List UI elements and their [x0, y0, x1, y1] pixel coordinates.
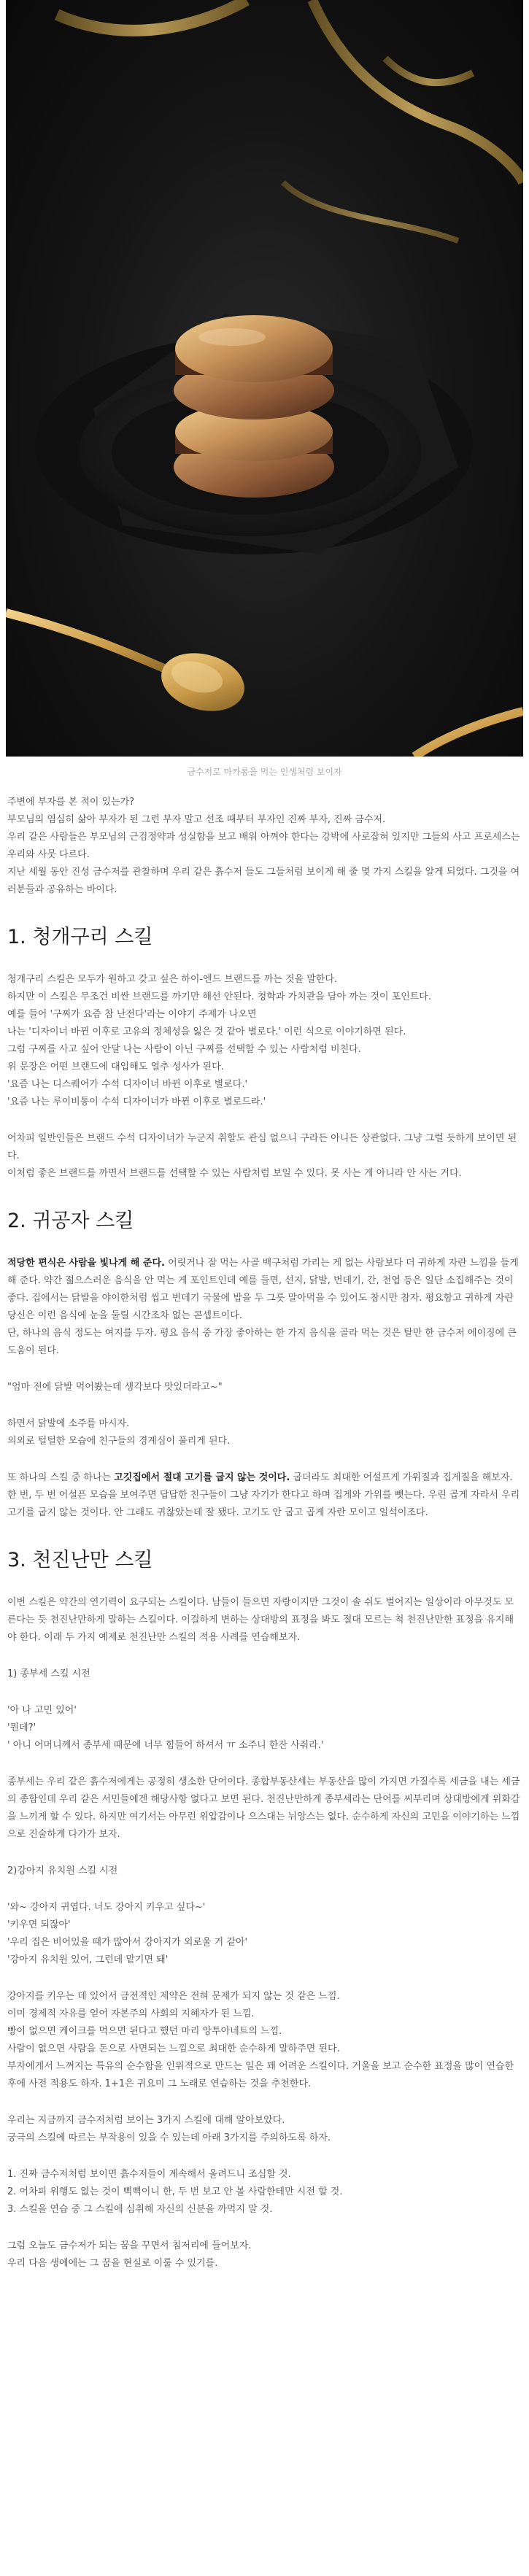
intro-paragraph: [6, 794, 523, 899]
text-line: 궁극의 스킬에 따르는 부작용이 있을 수 있는데 아래 3가지를 주의하도록 하자.: [7, 2132, 331, 2143]
list-item: 2. 어차피 위행도 없는 것이 뻑뻑이니 한, 두 번 보고 안 볼 사람한테만 시전 할 것.: [7, 2186, 343, 2197]
section3-paragraph: [6, 1594, 523, 1647]
macaron-illustration: [6, 0, 523, 757]
warning-list: [6, 2166, 523, 2219]
text-line: '요즘 나는 디스퀘어가 수석 디자이너 바뀐 이후로 별로다.': [7, 1079, 248, 1090]
example-dialogue: [6, 1899, 523, 1969]
section3-paragraph: [6, 1988, 523, 2093]
text-span: 굽더라도 최대한 어설프게 가위질과 집게질을 해보자. 한 번, 두 번 어설픈 모습을 보여주면 답답한 친구들이 그냥 자기가 한다고 하며 집게와 가위를 뺏는다. 우린 곱게 자라서 우리 고기를 굽지 않는 것이다. 안 그래도 귀찮았는데 잘 됐다. 고기도 안 굽고 곱게 자란 모이고 일석이조다.: [7, 1472, 520, 1518]
text-line: 나는 '디자이너 바뀐 이후로 고유의 정체성을 잃은 것 같아 별로다.' 이런 식으로 이야기하면 된다.: [7, 1026, 406, 1037]
section1-paragraph: [6, 971, 523, 1111]
text-line: 예를 들어 '구찌가 요즘 참 난전다'라는 이야기 주제가 나오면: [7, 1009, 257, 1020]
intro-line: 부모님의 염심히 삶아 부자가 된 그런 부자 말고 선조 때부터 부자인 진짜 부자, 진짜 금수저.: [7, 814, 386, 825]
text-span: 또 하나의 스킬 중 하나는: [7, 1472, 115, 1483]
dialogue-line: '뭔데?': [7, 1722, 36, 1733]
text-line: 하면서 닭발에 소주를 마시자.: [7, 1418, 130, 1429]
text-line: 강아지를 키우는 데 있어서 금전적인 제약은 전혀 문제가 되지 않는 것 같은 느낌.: [7, 1991, 340, 2002]
text-line: 청개구리 스킬은 모두가 원하고 갖고 싶은 하이-엔드 브랜드를 까는 것을 말한다.: [7, 974, 338, 985]
text-line: 빵이 없으면 케이크를 먹으면 된다고 했던 마리 앙투아네트의 느낌.: [7, 2026, 282, 2037]
text-line: 1) 종부세 스킬 시전: [7, 1668, 90, 1679]
section-title-1: 1. 청개구리 스킬: [7, 926, 153, 948]
text-line: 우리는 지금까지 금수저처럼 보이는 3가지 스킬에 대해 알아보았다.: [7, 2115, 285, 2126]
text-line: 종부세는 우리 같은 흙수저에게는 공정히 생소한 단어이다. 종합부동산세는 부동산을 많이 가지면 가질수록 세금을 내는 세금의 종합인데 우리 같은 서민들에겐 해당사항 없다고 보면 된다. 천진난만하게 종부세라는 단어를 씨부리며 상대방에게 위화감을 느끼게 할 수 있다. 하지만 여기서는 아무런 위압감이나 으스대는 뉘앙스는 없다. 순수하게 자신의 고민을 이야기하는 느낌으로 진술하게 다가가 보자.: [7, 1776, 520, 1840]
text-line: 이번 스킬은 약간의 연기력이 요구되는 스킬이다. 남들이 들으면 자랑이지만 그것이 솔 쉬도 벌어지는 일상이라 아무것도 모른다는 듯 천진난만하게 말하는 스킬이다. 이걸하게 변하는 상대방의 표정을 봐도 절대 모르는 척 천진난만한 표정을 유지해야 한다. 이래 두 가지 예제로 천진난만 스킬의 적용 사례를 연습해보자.: [7, 1597, 514, 1643]
intro-line: 주변에 부자를 본 적이 있는가?: [7, 797, 135, 808]
section1-paragraph: [6, 1130, 523, 1183]
list-item: 3. 스킬을 연습 중 그 스킬에 심취해 자신의 신분을 까먹지 말 것.: [7, 2204, 273, 2215]
list-item: 1. 진짜 금수저처럼 보이면 흙수저들이 계속해서 올려드니 조심할 것.: [7, 2169, 291, 2180]
dialogue-line: '강아지 유치원 있어, 그런데 맡기면 돼': [7, 1954, 169, 1965]
photo-caption: 금수저로 마카롱을 먹는 인생처럼 보이자: [187, 767, 342, 777]
text-span: 어릿거나 잘 먹는 사골 백구처럼 가리는 게 없는 사람보다 더 귀하게 자란 느낌을 들게 해 준다. 약간 젊으스러운 음식을 안 먹는 게 포인트인데 예를 들면, 선지, 닭발, 번데기, 간, 천엽 등은 일단 소집해주는 것이 좋다. 집에서는 닭발을 야이한처럼 씹고 번데기 국물에 밥을 두 그릇 말아먹을 수 있어도 참시만 참자. 평요함고 귀하게 자란 당신은 이런 음식에 눈을 둘릴 시간조차 없는 콘셉트이다.: [7, 1258, 519, 1321]
dialogue-line: '아 나 고민 있어': [7, 1705, 77, 1716]
section2-paragraph: [6, 1469, 523, 1522]
dialogue-line: '우리 집은 비어있을 때가 많아서 강아지가 외로울 거 같아': [7, 1937, 248, 1948]
text-line: 이미 경제적 자유를 얻어 자본주의 사회의 지혜자가 된 느낌.: [7, 2008, 255, 2019]
bold-phrase: 고깃집에서 절대 고기를 굽지 않는 것이다.: [114, 1472, 290, 1483]
section-title-3: 3. 천진난만 스킬: [7, 1549, 153, 1571]
quote-text: "엄마 전에 닭발 먹어봤는데 생각보다 맛있더라고~": [7, 1382, 223, 1393]
intro-line: 우리 같은 사람들은 부모님의 근검정약과 성실함을 보고 배워 아껴야 한다는 강박에 사로잡혀 있지만 그들의 사고 프로세스는 우리와 사뭇 다르다.: [7, 832, 520, 860]
intro-line: 지난 세월 동안 진성 금수저를 관찰하며 우리 같은 흙수저 들도 그들처럼 보이게 해 줄 몇 가지 스킬을 알게 되었다. 그것을 여러분들과 공유하는 바이다.: [7, 867, 520, 895]
dialogue-line: '키우면 되잖아': [7, 1919, 71, 1930]
text-line: 단, 하나의 음식 정도는 여지를 두자. 평요 음식 중 가장 좋아하는 한 가지 음식을 골라 먹는 것은 탈만 한 금수저 에이징에 큰 도움이 된다.: [7, 1328, 517, 1356]
text-line: 그럼 오늘도 금수저가 되는 꿈을 꾸면서 침저리에 들어보자.: [7, 2240, 252, 2251]
text-line: 하지만 이 스킬은 무조건 비싼 브랜드를 까기만 해선 안된다. 청학과 가치관을 담아 까는 것이 포인트다.: [7, 991, 431, 1002]
text-line: 위 문장은 어떤 브랜드에 대입해도 얼추 성사가 된다.: [7, 1061, 224, 1072]
quote-line: [6, 1379, 523, 1396]
example-dialogue: [6, 1702, 523, 1755]
section2-paragraph: [6, 1255, 523, 1360]
text-line: 의외로 털털한 모습에 친구들의 경계심이 풀리게 된다.: [7, 1436, 231, 1447]
dialogue-line: '와~ 강아지 귀엽다. 너도 강아지 키우고 싶다~': [7, 1902, 206, 1913]
example-title: [6, 1863, 523, 1880]
section2-paragraph: [6, 1415, 523, 1450]
hero-photo-macarons: [6, 0, 523, 757]
bold-phrase: 적당한 편식은 사람을 빛나게 해 준다.: [7, 1258, 165, 1269]
text-line: 이처럼 좋은 브랜드를 까면서 브랜드를 선택할 수 있는 사람처럼 보일 수 있다. 못 사는 게 아니라 안 사는 거다.: [7, 1168, 462, 1179]
text-line: 그럼 구찌를 사고 싶어 안달 나는 사람이 아닌 구찌를 선택할 수 있는 사람처럼 비친다.: [7, 1044, 361, 1055]
dialogue-line: ' 아니 어머니께서 종부세 때문에 너무 힘들어 하셔서 ㅠ 소주니 한잔 사줘라.': [7, 1740, 324, 1751]
text-line: 우리 다음 생에에는 그 꿈을 현실로 이룰 수 있기를.: [7, 2258, 218, 2269]
section3-paragraph: [6, 1774, 523, 1844]
example-title: [6, 1666, 523, 1683]
text-line: 어차피 일반인들은 브랜드 수석 디자이너가 누군지 취할도 관심 없으니 구라든 아니든 상관없다. 그냥 그럴 듯하게 보이면 된다.: [7, 1133, 517, 1161]
text-line: 부자에게서 느껴지는 특유의 순수함을 인위적으로 만드는 일은 꽤 어려운 스킬이다. 거울을 보고 순수한 표정을 많이 연습한 후에 사전 적용도 하자. 1+1은 귀요미 그 노래로 연습하는 것을 추천한다.: [7, 2061, 514, 2089]
text-line: 2)강아지 유치원 스킬 시전: [7, 1865, 118, 1876]
closing-paragraph: [6, 2237, 523, 2273]
text-line: '요즘 나는 루이비통이 수석 디자이너가 바뀐 이후로 별로드라.': [7, 1096, 266, 1107]
text-line: 사람이 없으면 사람을 돈으로 사면되는 느낌으로 최대한 순수하게 말하주면 된다.: [7, 2043, 340, 2054]
outro-paragraph: [6, 2112, 523, 2147]
section-title-2: 2. 귀공자 스킬: [7, 1210, 134, 1232]
